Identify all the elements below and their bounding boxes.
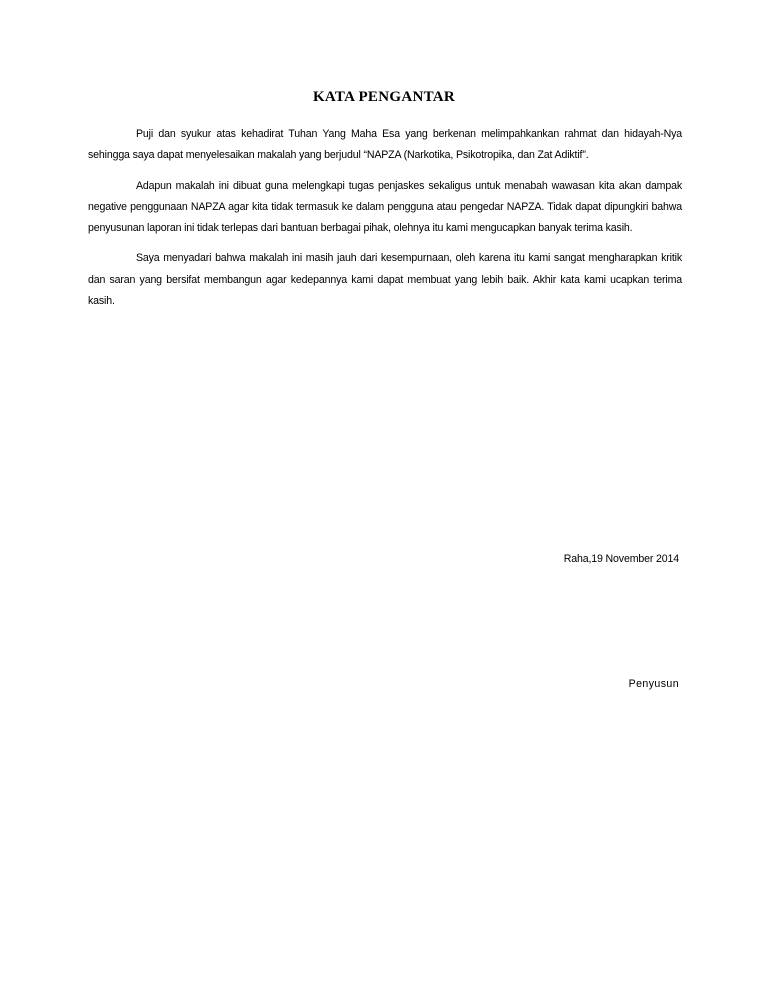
paragraph-opening: Puji dan syukur atas kehadirat Tuhan Yang Maha Esa yang berkenan melimpahkankan rahmat dan hidayah-Nya sehingga saya dapat menyelesaikan makalah yang berjudul “NAPZA (Narkotika, Psikotropika, dan Zat Adiktif”. [88,128,682,162]
document-body [88,124,682,321]
paragraph-purpose: Adapun makalah ini dibuat guna melengkapi tugas penjaskes sekaligus untuk menabah wawasan kita akan dampak negative penggunaan NAPZA agar kita tidak termasuk ke dalam pengguna atau pengedar NAPZA. Tidak dapat dipungkiri bahwa penyusunan laporan ini tidak terlepas dari bantuan berbagai pihak, olehnya itu kami mengucapkan banyak terima kasih. [88,179,682,235]
author-signature: Penyusun [628,678,679,690]
place-date: Raha,19 November 2014 [563,553,679,565]
page-title: KATA PENGANTAR [312,89,456,105]
paragraph-closing: Saya menyadari bahwa makalah ini masih jauh dari kesempurnaan, oleh karena itu kami sangat mengharapkan kritik dan saran yang bersifat membangun agar kedepannya kami dapat membuat yang lebih baik. Akhir kata kami ucapkan terima kasih. [88,252,682,308]
